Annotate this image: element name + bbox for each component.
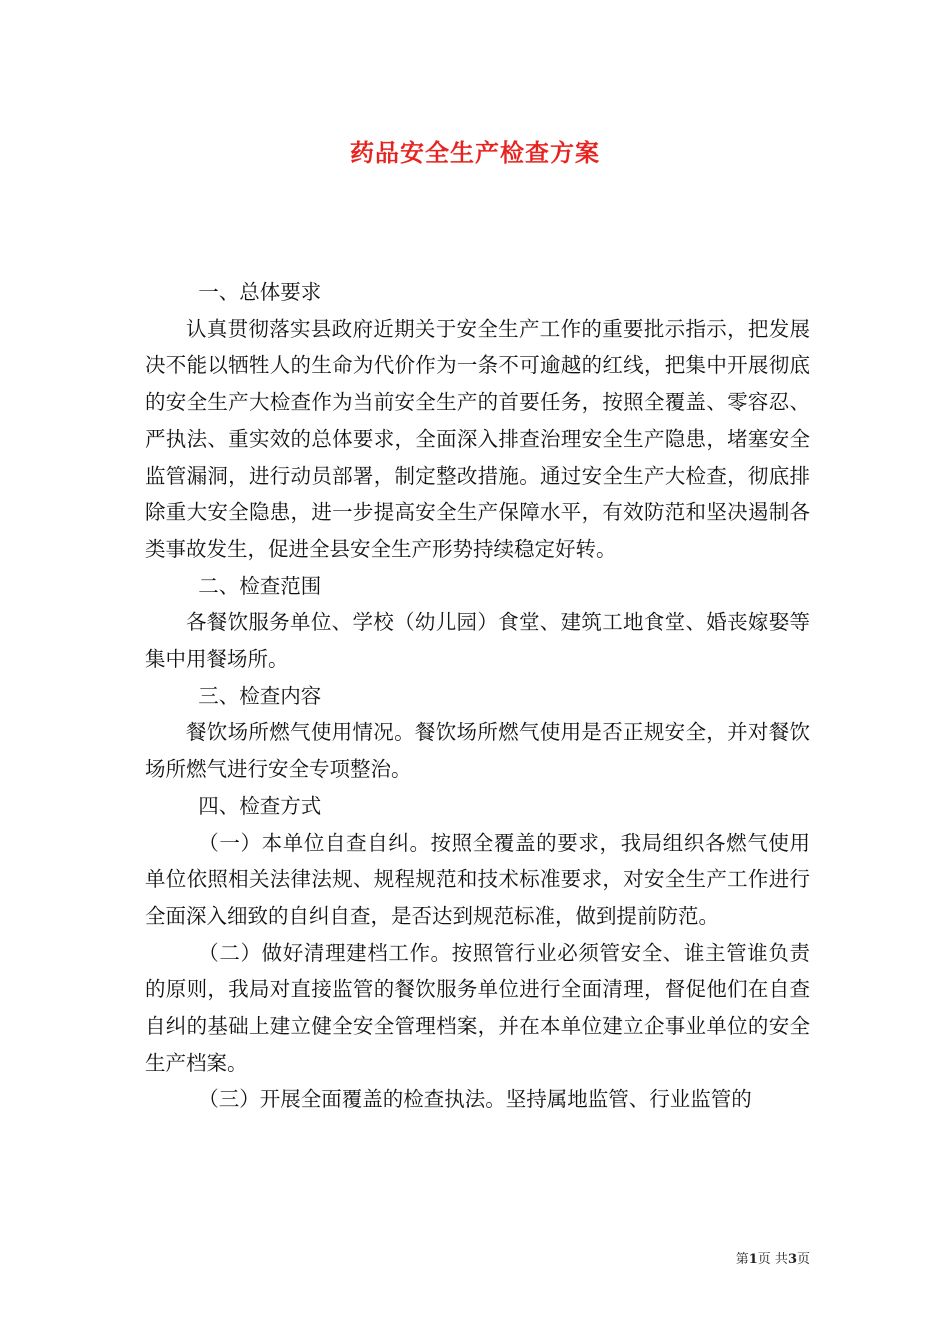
paragraph: （二）做好清理建档工作。按照管行业必须管安全、谁主管谁负责的原则，我局对直接监管的餐饮服务单位进行全面清理，督促他们在自查自纠的基础上建立健全安全管理档案，并在本单位建立企事业单位的安全生产档案。	[145, 940, 810, 1075]
paragraph: （三）开展全面覆盖的检查执法。坚持属地监管、行业监管的	[198, 1087, 752, 1112]
footer-suffix: 页	[796, 1252, 810, 1267]
document-body	[145, 274, 810, 1118]
paragraph: （一）本单位自查自纠。按照全覆盖的要求，我局组织各燃气使用单位依照相关法律法规、规程规范和技术标准要求，对安全生产工作进行全面深入细致的自纠自查，是否达到规范标准，做到提前防范。	[145, 830, 810, 928]
paragraph: 各餐饮服务单位、学校（幼儿园）食堂、建筑工地食堂、婚丧嫁娶等集中用餐场所。	[145, 610, 810, 672]
footer-prefix: 第	[735, 1252, 749, 1267]
page-footer	[700, 1248, 810, 1267]
footer-middle: 页 共	[757, 1252, 788, 1267]
paragraph: 认真贯彻落实县政府近期关于安全生产工作的重要批示指示，把发展决不能以牺牲人的生命为代价作为一条不可逾越的红线，把集中开展彻底的安全生产大检查作为当前安全生产的首要任务，按照全覆盖、零容忍、严执法、重实效的总体要求，全面深入排查治理安全生产隐患，堵塞安全监管漏洞，进行动员部署，制定整改措施。通过安全生产大检查，彻底排除重大安全隐患，进一步提高安全生产保障水平，有效防范和坚决遏制各类事故发生，促进全县安全生产形势持续稳定好转。	[145, 316, 810, 561]
section-heading: 二、检查范围	[198, 573, 322, 598]
section-heading: 三、检查内容	[198, 683, 322, 708]
paragraph: 餐饮场所燃气使用情况。餐饮场所燃气使用是否正规安全，并对餐饮场所燃气进行安全专项整治。	[145, 720, 810, 782]
footer-total-pages: 3	[787, 1252, 797, 1267]
document-title: 药品安全生产检查方案	[350, 138, 600, 167]
section-heading: 四、检查方式	[198, 793, 322, 818]
footer-current-page: 1	[748, 1252, 758, 1267]
section-heading: 一、总体要求	[198, 280, 322, 304]
